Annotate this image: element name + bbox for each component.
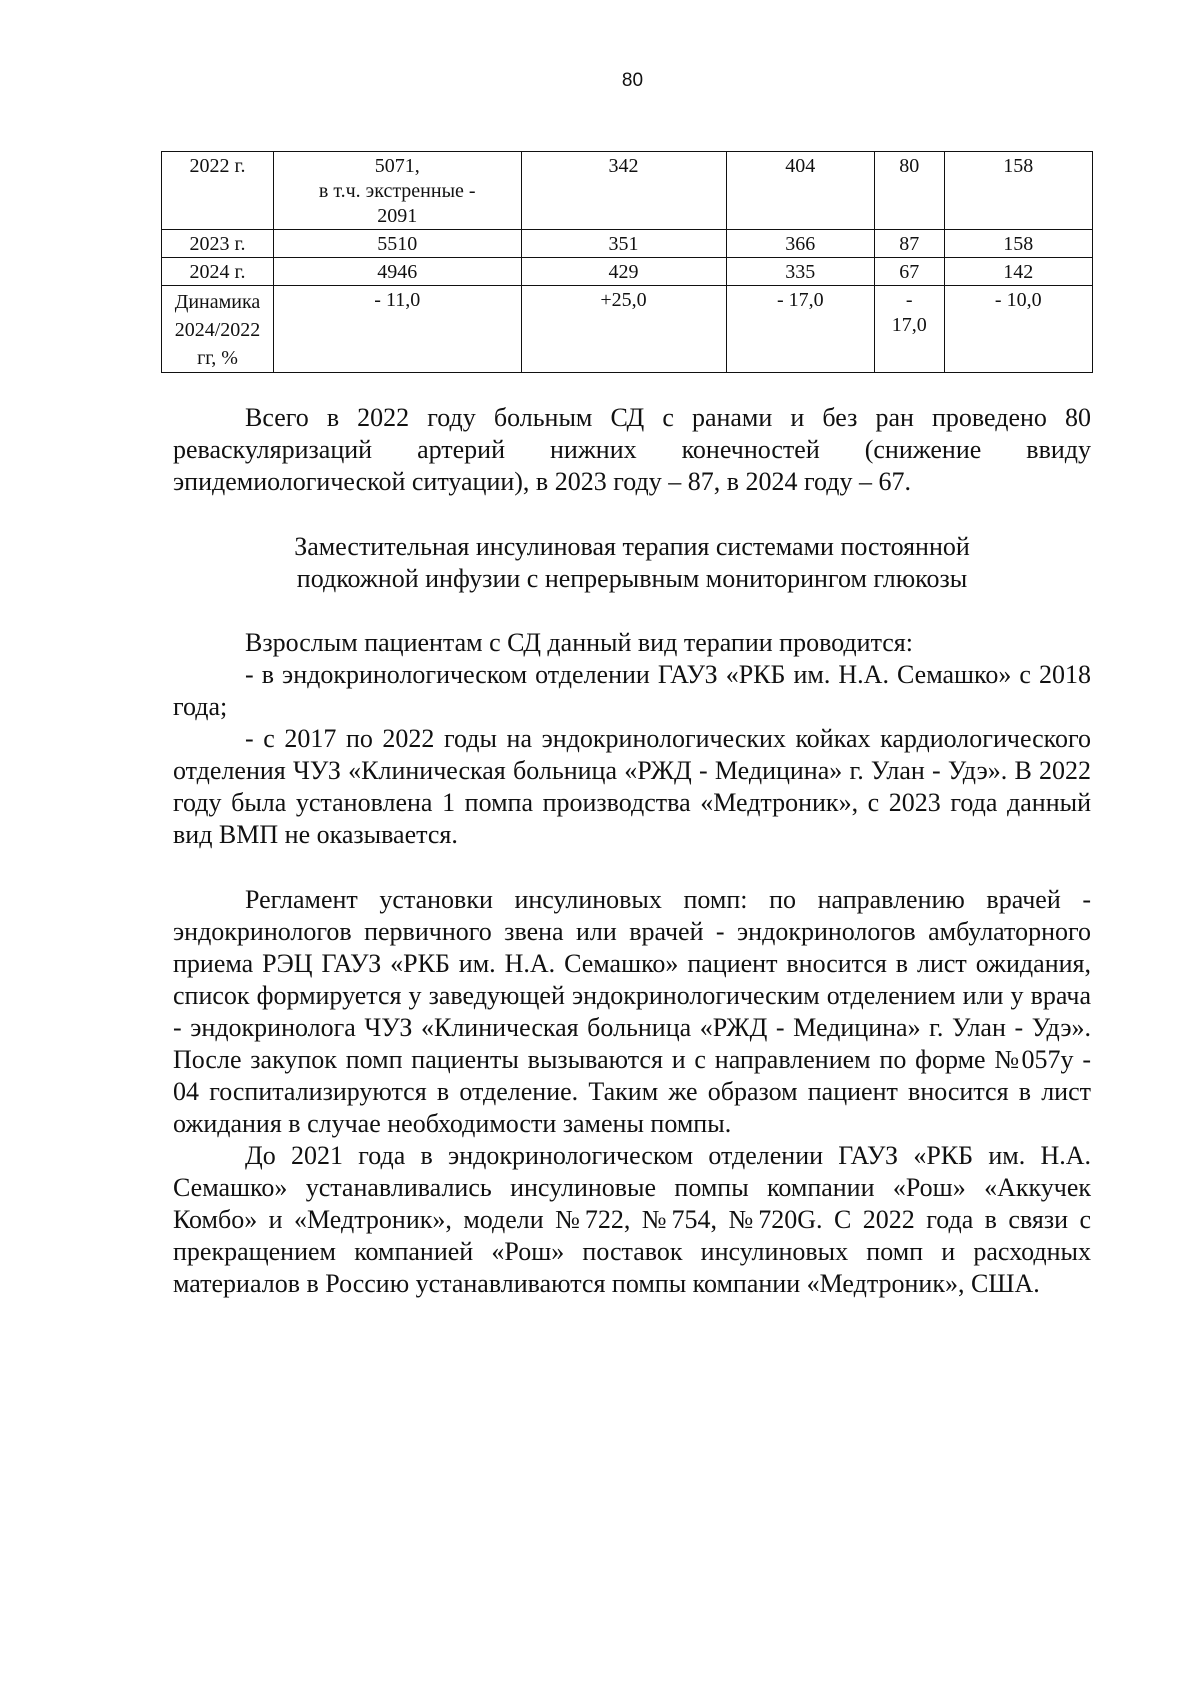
table-cell: 366 [726, 230, 874, 258]
paragraph-revascularization [173, 402, 1091, 498]
section-heading [173, 531, 1091, 595]
statistics-table [161, 151, 1093, 373]
table-cell: 87 [874, 230, 944, 258]
table-cell: 5510 [273, 230, 521, 258]
table-cell: - 10,0 [944, 286, 1092, 373]
table-cell: 351 [521, 230, 726, 258]
table-cell: 342 [521, 152, 726, 230]
table-cell: +25,0 [521, 286, 726, 373]
row-label-cell: Динамика 2024/2022 гг, % [162, 286, 274, 373]
pumps-history-text: До 2021 года в эндокринологическом отделении ГАУЗ «РКБ им. Н.А. Семашко» устанавливались инсулиновые помпы компании «Рош» «Аккучек Комбо» и «Медтроник», модели №722, №754, №720G. С 2022 года в связи с прекращением компанией «Рош» поставок инсулиновых помп и расходных материалов в Россию устанавливаются помпы компании «Медтроник», США. [173, 1141, 1091, 1298]
table-cell: 158 [944, 230, 1092, 258]
table-row [162, 286, 1093, 373]
heading-line-2: подкожной инфузии с непрерывным мониторингом глюкозы [296, 564, 968, 593]
paragraph-regulation [173, 884, 1091, 1300]
table-cell: 80 [874, 152, 944, 230]
therapy-item-2: - с 2017 по 2022 годы на эндокринологических койках кардиологического отделения ЧУЗ «Клиническая больница «РЖД - Медицина» г. Улан - Удэ». В 2022 году была установлена 1 помпа производства «Медтроник», с 2023 года данный вид ВМП не оказывается. [173, 724, 1091, 849]
table-row [162, 152, 1093, 230]
paragraph-therapy-places [173, 627, 1091, 851]
page-number: 80 [621, 70, 644, 91]
row-label-cell: 2022 г. [162, 152, 274, 230]
table-cell: 67 [874, 258, 944, 286]
table-cell: 429 [521, 258, 726, 286]
table-cell: 142 [944, 258, 1092, 286]
table-cell: 5071, в т.ч. экстренные - 2091 [273, 152, 521, 230]
therapy-intro: Взрослым пациентам с СД данный вид терапии проводится: [245, 628, 913, 657]
table-cell: 158 [944, 152, 1092, 230]
revascularization-text: Всего в 2022 году больным СД с ранами и без ран проведено 80 реваскуляризаций артерий нижних конечностей (снижение ввиду эпидемиологической ситуации), в 2023 году – 87, в 2024 году – 67. [173, 403, 1091, 496]
table-cell: 404 [726, 152, 874, 230]
table-cell: - 11,0 [273, 286, 521, 373]
table-cell: 4946 [273, 258, 521, 286]
table-cell: - 17,0 [874, 286, 944, 373]
table-row [162, 230, 1093, 258]
row-label-cell: 2024 г. [162, 258, 274, 286]
table-row [162, 258, 1093, 286]
therapy-item-1: - в эндокринологическом отделении ГАУЗ «РКБ им. Н.А. Семашко» с 2018 года; [173, 660, 1091, 721]
regulation-text: Регламент установки инсулиновых помп: по направлению врачей - эндокринологов первичного звена или врачей - эндокринологов амбулаторного приема РЭЦ ГАУЗ «РКБ им. Н.А. Семашко» пациент вносится в лист ожидания, список формируется у заведующей эндокринологическим отделением или у врача - эндокринолога ЧУЗ «Клиническая больница «РЖД - Медицина» г. Улан - Удэ». После закупок помп пациенты вызываются и с направлением по форме №057у - 04 госпитализируются в отделение. Таким же образом пациент вносится в лист ожидания в случае необходимости замены помпы. [173, 885, 1091, 1138]
heading-line-1: Заместительная инсулиновая терапия системами постоянной [294, 532, 970, 561]
table-cell: - 17,0 [726, 286, 874, 373]
table-cell: 335 [726, 258, 874, 286]
row-label-cell: 2023 г. [162, 230, 274, 258]
